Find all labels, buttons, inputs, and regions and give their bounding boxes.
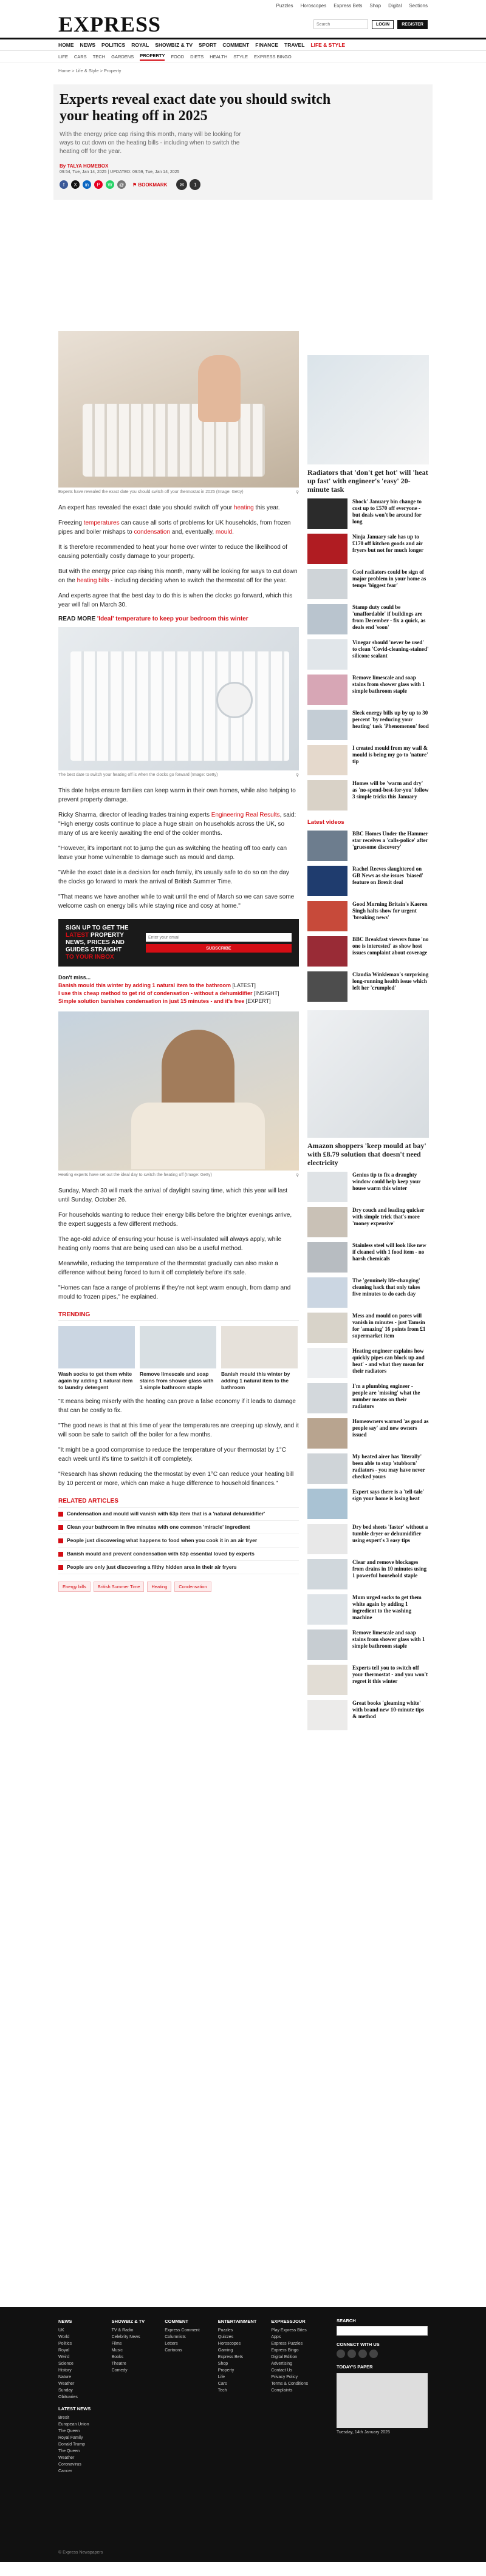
sidebar-item[interactable]: Mess and mould on pores will vanish in minutes - just Tamsin for 'amazing' 16 points from £1 supermarket item [307,1313,429,1343]
related-item[interactable]: People just discovering what happens to food when you cook it in an air fryer [58,1534,299,1548]
subnav-food[interactable]: FOOD [171,54,185,59]
masthead [0,11,486,38]
pinterest-icon[interactable]: P [94,180,103,189]
whatsapp-icon[interactable]: W [106,180,114,189]
video-item[interactable]: BBC Homes Under the Hammer star receives a 'calls-police' after 'gruesome discovery' [307,831,429,861]
trending-card[interactable]: Wash socks to get them white again by adding 1 natural item to laundry detergent [58,1326,135,1391]
top-link-shop[interactable]: Shop [369,2,382,8]
copyright: © Express Newspapers [58,2551,103,2555]
footer-column-showbiz: SHOWBIZ & TV TV & Radio Celebrity News Films Music Books Theatre Comedy [111,2319,145,2373]
paragraph: But with the energy price cap rising this month, many will be looking for ways to cut down on the heating bills - including deciding when to switch the thermostat off for the year. [58,568,298,584]
top-links-bar [0,0,486,11]
dont-miss-link[interactable]: Simple solution banishes condensation in just 15 minutes - and it's free [58,998,245,1004]
subnav-tech[interactable]: TECH [92,54,106,59]
trending-list [58,1326,299,1391]
nav-life-style[interactable]: LIFE & STYLE [310,42,346,48]
article-standfirst: With the energy price cap rising this month, many will be looking for ways to cut down on the heating bills - including when to switch the heating off for the year. [60,131,241,155]
paragraph: Ricky Sharma, director of leading trades training experts Engineering Real Results, said: "High energy costs continue to place a huge strain on households across the UK, so many of us are keenly awaiting the end of the colder months. [58,812,296,837]
main-nav [0,38,486,51]
nav-comment[interactable]: COMMENT [222,42,250,48]
paragraph: Freezing temperatures can cause all sorts of problems for UK households, from frozen pipes and boiler mishaps to condensation and, eventually, mould. [58,520,291,535]
subnav-life[interactable]: LIFE [58,54,68,59]
sidebar-item[interactable]: Cool radiators could be sign of major problem in your home as temps 'biggest fear' [307,569,429,599]
social-links [337,2350,428,2358]
article-title: Experts reveal exact date you should switch your heating off in 2025 [60,92,331,124]
hand-illustration [198,355,241,422]
latest-videos-list [307,831,429,1002]
subnav-diets[interactable]: DIETS [190,54,204,59]
hero-caption: Experts have revealed the exact date you should switch off your thermostat in 2025 (Image: Getty) ⚲ [58,490,299,495]
nav-home[interactable]: HOME [58,42,74,48]
thermostat-knob-illustration [216,682,253,718]
sidebar-item[interactable]: Dry couch and leading quicker with simple trick that's more 'money expensive' [307,1207,429,1237]
footer-right: SEARCH CONNECT WITH US TODAY'S PAPER Tuesday, 14th January 2025 [337,2318,428,2551]
sidebar-feature-title[interactable]: Radiators that 'don't get hot' will 'heat up fast' with engineer's 'easy' 20-minute task [307,468,428,494]
sidebar-item[interactable]: Shock' January bin change to cost up to £570 off everyone - but deals won't be around for long [307,498,429,529]
paragraph: For households wanting to reduce their energy bills before the brighter evenings arrive, the expert suggests a few different methods. [58,1212,292,1228]
site-footer [0,2307,486,2562]
latest-videos-heading: Latest videos [307,819,344,826]
paragraph: "While the exact date is a decision for each family, it's usually safe to do so on the day the clocks go forward to mark the arrival of British Summer Time. [58,869,289,885]
nav-politics[interactable]: POLITICS [101,42,126,48]
heating-link[interactable]: heating [233,505,254,511]
tag-heating[interactable]: Heating [147,1582,171,1592]
express-logo[interactable]: EXPRESS [58,12,162,36]
tag-list [58,1582,299,1592]
sidebar-item[interactable]: Stamp duty could be 'unaffordable' if buildings are from December - fix a quick, as deals end 'soon' [307,604,429,634]
dont-miss-box: Don't miss... Banish mould this winter by adding 1 natural item to the bathroom [LATEST] I use this cheap method to get rid of condensation - without a dehumidifier [INSIGHT] Simple solution banishes condensation in just 15 minutes - and it's free [EXPERT] [58,974,279,1004]
paragraph: "It means being miserly with the heating can prove a false economy if it leads to damage that can be costly to fix. [58,1398,296,1414]
x-icon[interactable]: X [71,180,80,189]
bookmark-button[interactable]: ⚑ BOOKMARK [132,182,168,188]
youtube-icon[interactable] [369,2350,378,2358]
article-image-radiator [58,627,299,770]
sidebar-item[interactable]: My heated airer has 'literally' been able to stop 'stubborn' radiators - you may have never checked yours [307,1453,429,1484]
radiator-illustration [70,651,289,761]
nav-sport[interactable]: SPORT [199,42,217,48]
paragraph: Meanwhile, reducing the temperature of the thermostat gradually can also make a difference without being forced to turn it off completely before it's safe. [58,1260,278,1276]
subnav-gardens[interactable]: GARDENS [111,54,134,59]
login-button[interactable]: LOGIN [372,20,394,29]
paragraph: "It might be a good compromise to reduce the temperature of your thermostat by 1°C each week until it's time to switch it off completely. [58,1447,286,1463]
related-item[interactable]: Condensation and mould will vanish with 63p item that is a 'natural dehumidifier' [58,1507,299,1521]
nav-travel[interactable]: TRAVEL [284,42,305,48]
paragraph: This date helps ensure families can keep warm in their own homes, while also helping to prevent property damage. [58,787,296,803]
nav-royal[interactable]: ROYAL [131,42,149,48]
facebook-icon[interactable] [337,2350,345,2358]
paragraph: It is therefore recommended to heat your home over winter to reduce the likelihood of causing potentially costly damage to your property. [58,544,287,560]
trending-heading: TRENDING [58,1311,299,1321]
subnav-style[interactable]: STYLE [233,54,248,59]
footer-column-comment: COMMENT Express Comment Columnists Letters Cartoons [165,2319,200,2353]
todays-paper-thumbnail[interactable] [337,2373,428,2428]
subscribe-button[interactable]: SUBSCRIBE [146,944,292,953]
mould-link[interactable]: mould [215,529,233,535]
sidebar-item[interactable]: I created mould from my wall & mould is being my go-to 'nature' tip [307,745,429,775]
video-item[interactable]: Claudia Winkleman's surprising long-running health issue which left her 'crumpled' [307,971,429,1002]
paragraph: "Research has shown reducing the thermostat by even 1°C can reduce your heating bill by 10 percent or more, which can make a huge difference to household finances." [58,1471,294,1487]
trending-card[interactable]: Remove limescale and soap stains from shower glass with 1 simple bathroom staple [140,1326,216,1391]
trending-card[interactable]: Banish mould this winter by adding 1 natural item to the bathroom [221,1326,298,1391]
heating-bills-link[interactable]: heating bills [77,577,109,584]
sidebar-feature-image[interactable] [307,1010,429,1138]
sidebar-item[interactable]: Mum urged socks to get them white again by adding 1 ingredient to the washing machine [307,1594,429,1625]
sidebar-item[interactable]: Vinegar should 'never be used' to clean 'Covid-cleaning-stained' silicone sealant [307,639,429,670]
article-body [58,331,299,1592]
subnav-cars[interactable]: CARS [74,54,87,59]
linkedin-icon[interactable]: in [83,180,91,189]
share-bar [60,179,426,190]
instagram-icon[interactable] [358,2350,367,2358]
trending-thumbnail [58,1326,135,1368]
paragraph: The age-old advice of ensuring your house is well-insulated will always apply, while heating only rooms that are being used can also be a useful method. [58,1236,282,1252]
related-heading: RELATED ARTICLES [58,1498,299,1507]
trending-thumbnail [221,1326,298,1368]
nav-showbiz[interactable]: SHOWBIZ & TV [155,42,193,48]
sidebar-item[interactable]: Sleek energy bills up by up to 30 percent 'by reducing your heating' task 'Phenomenon' food [307,710,429,740]
sidebar-feature-image[interactable] [307,355,429,464]
dont-miss-link[interactable]: I use this cheap method to get rid of condensation - without a dehumidifier [58,990,253,996]
sidebar-item[interactable]: Expert says there is a 'tell-tale' sign your home is losing heat [307,1489,429,1519]
footer-search-input[interactable] [337,2326,428,2336]
subnav-property[interactable]: PROPERTY [140,53,165,61]
related-item[interactable]: People are only just discovering a filthy hidden area in their air fryers [58,1561,299,1574]
expand-icon[interactable]: ⚲ [295,1174,299,1178]
top-link-digital[interactable]: Digital [388,2,402,8]
footer-column-express: EXPRESSJOUR Play Express Bites Apps Express Puzzles Express Bingo Digital Edition Advertising Contact Us Privacy Policy Terms & Conditions Complaints [271,2319,309,2393]
sidebar-item[interactable]: Remove limescale and soap stains from shower glass with 1 simple bathroom staple [307,675,429,705]
sidebar [307,331,429,1730]
sidebar-item[interactable]: Experts tell you to switch off your thermostat - and you won't regret it this winter [307,1665,429,1695]
paragraph: "The good news is that at this time of year the temperatures are creeping up slowly, and it will soon be safe to switch off the boiler for a few months. [58,1422,299,1438]
sidebar-item[interactable]: Homeowners warned 'as good as people say' and new owners issued [307,1418,429,1449]
newsletter-email-input[interactable] [146,933,292,942]
paragraph: An expert has revealed the exact date you should switch off your heating this year. [58,505,280,511]
newsletter-signup [58,919,299,967]
top-link-puzzles[interactable]: Puzzles [276,2,293,8]
related-item[interactable]: Clean your bathroom in five minutes with one common 'miracle' ingredient [58,1521,299,1534]
related-item[interactable]: Banish mould and prevent condensation with 63p essential loved by experts [58,1548,299,1561]
top-link-sections[interactable]: Sections [409,2,428,8]
condensation-link[interactable]: condensation [134,529,171,535]
comment-icon: ✉ [176,179,187,190]
article-header [53,84,433,200]
read-more: READ MORE 'Ideal' temperature to keep your bedroom this winter [58,616,248,622]
comment-count: 1 [190,179,200,190]
sidebar-list [307,498,429,811]
expand-icon[interactable]: ⚲ [295,491,299,495]
nav-finance[interactable]: FINANCE [255,42,279,48]
engineering-real-results-link[interactable]: Engineering Real Results [211,812,280,818]
paragraph: Sunday, March 30 will mark the arrival of daylight saving time, which this year will last until Sunday, October 26. [58,1188,288,1203]
facebook-icon[interactable]: f [60,180,68,189]
video-item[interactable]: Good Morning Britain's Kaeren Singh halts show for urgent 'breaking news' [307,901,429,931]
top-link-express-bets[interactable]: Express Bets [334,2,363,8]
paragraph: "Homes can face a range of problems if they're not kept warm enough, from damp and mould to frozen pipes," he explained. [58,1285,291,1300]
subnav-health[interactable]: HEALTH [210,54,228,59]
sidebar-feature-title[interactable]: Amazon shoppers 'keep mould at bay' with £8.79 solution that doesn't need electricity [307,1141,426,1167]
sub-nav [0,51,486,63]
video-item[interactable]: BBC Breakfast viewers fume 'no one is interested' as show host issues complaint about coverage [307,936,429,967]
sidebar-item[interactable]: Great books 'gleaming white' with brand new 10-minute tips & method [307,1700,429,1730]
sidebar-item[interactable]: Heating engineer explains how quickly pipes can block up and heat' - and what they mean for their radiators [307,1348,429,1378]
nav-news[interactable]: NEWS [80,42,95,48]
temperatures-link[interactable]: temperatures [83,520,120,526]
sidebar-item[interactable]: Stainless steel will look like new if cleaned with 1 food item - no harsh chemicals [307,1242,429,1273]
paragraph: "That means we have another while to wait until the end of March so we can save some welcome cash on energy bills while staying nice and cosy at home." [58,894,295,909]
register-button[interactable]: REGISTER [397,20,428,29]
sidebar-item[interactable]: Homes will be 'warm and dry' as 'no-spend-best-for-you' follow 3 simple tricks this January [307,780,429,811]
tag-energy-bills[interactable]: Energy bills [58,1582,91,1592]
sidebar-item[interactable]: Ninja January sale has up to £170 off kitchen goods and air fryers but not for much longer [307,534,429,564]
dateline: 09:54, Tue, Jan 14, 2025 | UPDATED: 09:59, Tue, Jan 14, 2025 [60,170,180,174]
expand-icon[interactable]: ⚲ [295,773,299,778]
sidebar-item[interactable]: Genius tip to fix a draughty window could help keep your house warm this winter [307,1172,429,1202]
hero-image [58,331,299,488]
sidebar-item[interactable]: I'm a plumbing engineer - people are 'missing' what the number means on their radiators [307,1383,429,1413]
dont-miss-link[interactable]: Banish mould this winter by adding 1 natural item to the bathroom [58,982,231,988]
article-image-blanket [58,1011,299,1171]
footer-column-news: NEWS UK World Politics Royal Weird Science History Nature Weather Sunday Obituaries LATEST NEWS Brexit European Union The Queen Royal Family Donald Trump The Queen Weather Coronavirus Cancer [58,2319,91,2473]
breadcrumb[interactable]: Home > Life & Style > Property [58,68,122,73]
subnav-express-bingo[interactable]: EXPRESS BINGO [254,54,292,59]
sidebar-list [307,1172,429,1730]
newsletter-heading: SIGN UP TO GET THE LATEST PROPERTY NEWS, PRICES AND GUIDES STRAIGHT TO YOUR INBOX [66,925,129,960]
read-more-link[interactable]: 'Ideal' temperature to keep your bedroom this winter [97,616,248,622]
tag-british-summer-time[interactable]: British Summer Time [94,1582,145,1592]
image-caption: The best date to switch your heating off is when the clocks go forward (Image: Getty) ⚲ [58,773,299,778]
byline[interactable]: By TALYA HOMEBOX [60,163,109,169]
image-caption: Heating experts have set out the ideal day to switch the heating off (Image: Getty) ⚲ [58,1173,299,1178]
search-input[interactable] [313,19,368,29]
trending-thumbnail [140,1326,216,1368]
x-icon[interactable] [347,2350,356,2358]
paragraph: And experts agree that the best day to do this is when the clocks go forward, which this year will fall on March 30. [58,593,293,608]
related-list [58,1507,299,1574]
tag-condensation[interactable]: Condensation [174,1582,211,1592]
blanket-illustration [131,1103,265,1169]
footer-column-entertainment: ENTERTAINMENT Puzzles Quizzes Horoscopes Gaming Express Bets Shop Property Life Cars Tech [217,2319,257,2393]
top-link-horoscopes[interactable]: Horoscopes [300,2,327,8]
email-icon[interactable]: @ [117,180,126,189]
video-item[interactable]: Rachel Reeves slaughtered on GB News as she issues 'biased' feature on Brexit deal [307,866,429,896]
paper-date: Tuesday, 14th January 2025 [336,2430,390,2435]
paragraph: "However, it's important not to jump the gun as switching the heating off too early can leave your home vulnerable to damage such as mould and damp. [58,845,287,861]
sidebar-item[interactable]: Dry bed sheets 'faster' without a tumble dryer or dehumidifier using expert's 3 easy tips [307,1524,429,1554]
sidebar-item[interactable]: The 'genuinely life-changing' cleaning hack that only takes five minutes to do each day [307,1277,429,1308]
comments-button[interactable] [176,179,200,190]
sidebar-item[interactable]: Clear and remove blockages from drains in 10 minutes using 1 powerful household staple [307,1559,429,1589]
sidebar-item[interactable]: Remove limescale and soap stains from shower glass with 1 simple bathroom staple [307,1630,429,1660]
